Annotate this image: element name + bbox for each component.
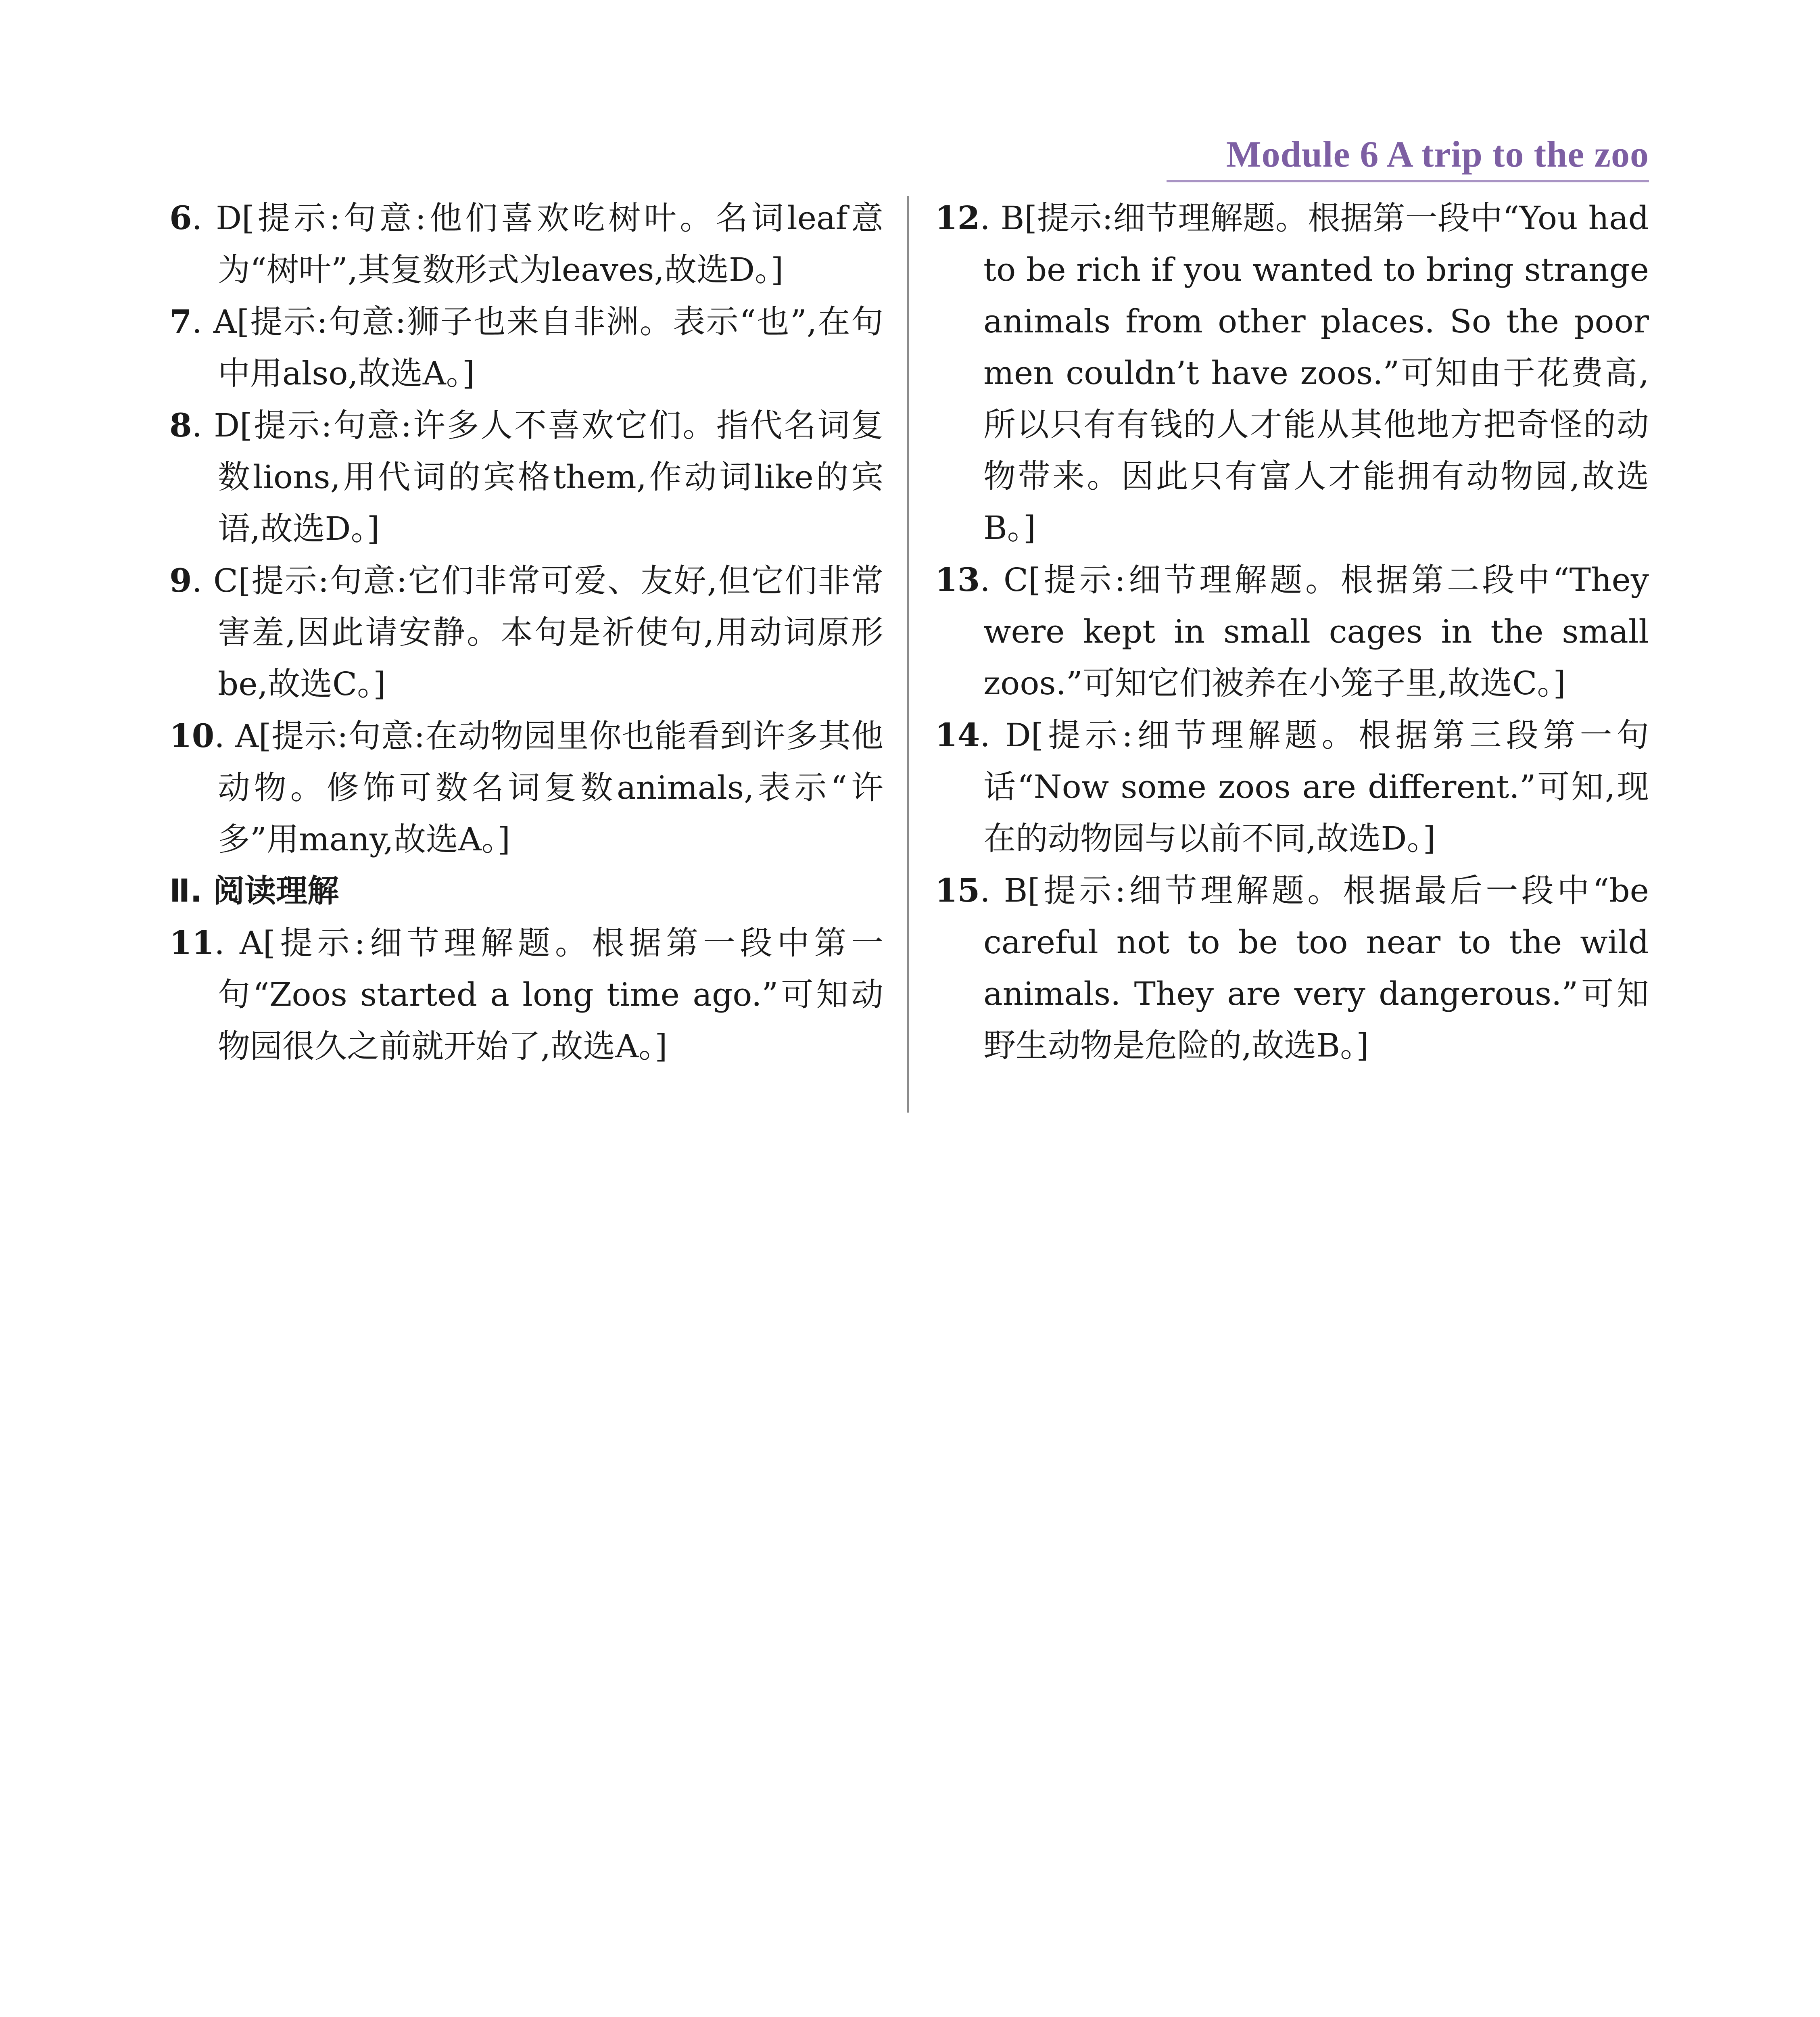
answer-item <box>169 917 883 1072</box>
answer-item <box>169 555 883 710</box>
section-title-reading: Ⅱ. 阅读理解 <box>169 873 339 909</box>
answer-text: . D[提示:细节理解题。根据第三段第一句话“Now some zoos are different.”可知,现在的动物园与以前不同,故选D。] <box>980 716 1649 857</box>
answer-text: . A[提示:细节理解题。根据第一段中第一句“Zoos started a long time ago.”可知动物园很久之前就开始了,故选A。] <box>214 924 883 1065</box>
answer-item <box>169 296 883 399</box>
answer-text: . A[提示:句意:在动物园里你也能看到许多其他动物。修饰可数名词复数animals,表示“许多”用many,故选A。] <box>214 717 883 858</box>
left-column <box>169 192 883 1072</box>
answer-number: 11 <box>169 924 215 962</box>
answer-item <box>935 864 1649 1071</box>
answer-item <box>935 554 1649 709</box>
answer-text: . D[提示:句意:许多人不喜欢它们。指代名词复数lions,用代词的宾格them,作动词like的宾语,故选D。] <box>192 407 883 547</box>
answer-text: . C[提示:细节理解题。根据第二段中“They were kept in small cages in the small zoos.”可知它们被养在小笼子里,故选C。] <box>980 561 1649 702</box>
column-divider <box>907 196 909 1113</box>
right-column <box>935 192 1649 1071</box>
answer-number: 10 <box>169 717 215 755</box>
answer-item <box>169 710 883 865</box>
header-underline <box>1167 180 1649 182</box>
answer-text: . B[提示:细节理解题。根据最后一段中“be careful not to be too near to the wild animals. They are very dangerous.”可知野生动物是危险的,故选B。] <box>980 872 1649 1064</box>
answer-item <box>935 192 1649 554</box>
answer-number: 6 <box>169 199 192 237</box>
answer-number: 15 <box>935 871 980 909</box>
answer-item <box>169 192 883 296</box>
answer-text: . A[提示:句意:狮子也来自非洲。表示“也”,在句中用also,故选A。] <box>192 303 883 392</box>
answer-item <box>935 709 1649 864</box>
answer-number: 8 <box>169 406 192 444</box>
answer-number: 7 <box>169 303 192 340</box>
answer-item <box>169 399 883 555</box>
answer-text: . C[提示:句意:它们非常可爱、友好,但它们非常害羞,因此请安静。本句是祈使句,用动词原形be,故选C。] <box>192 562 883 703</box>
answer-number: 12 <box>935 199 980 237</box>
answer-number: 13 <box>935 561 980 599</box>
answer-text: . D[提示:句意:他们喜欢吃树叶。名词leaf意为“树叶”,其复数形式为leaves,故选D。] <box>192 199 883 288</box>
answer-number: 9 <box>169 562 192 599</box>
page-header-title: Module 6 A trip to the zoo <box>1226 134 1649 175</box>
answer-number: 14 <box>935 716 980 754</box>
answer-text: . B[提示:细节理解题。根据第一段中“You had to be rich if you wanted to bring strange animals from other places. So the poor men couldn’t have zoos.”可知由于花费高,所以只有有钱的人才能从其他地方把奇怪的动物带来。因此只有富人才能拥有动物园,故选B。] <box>980 199 1649 547</box>
